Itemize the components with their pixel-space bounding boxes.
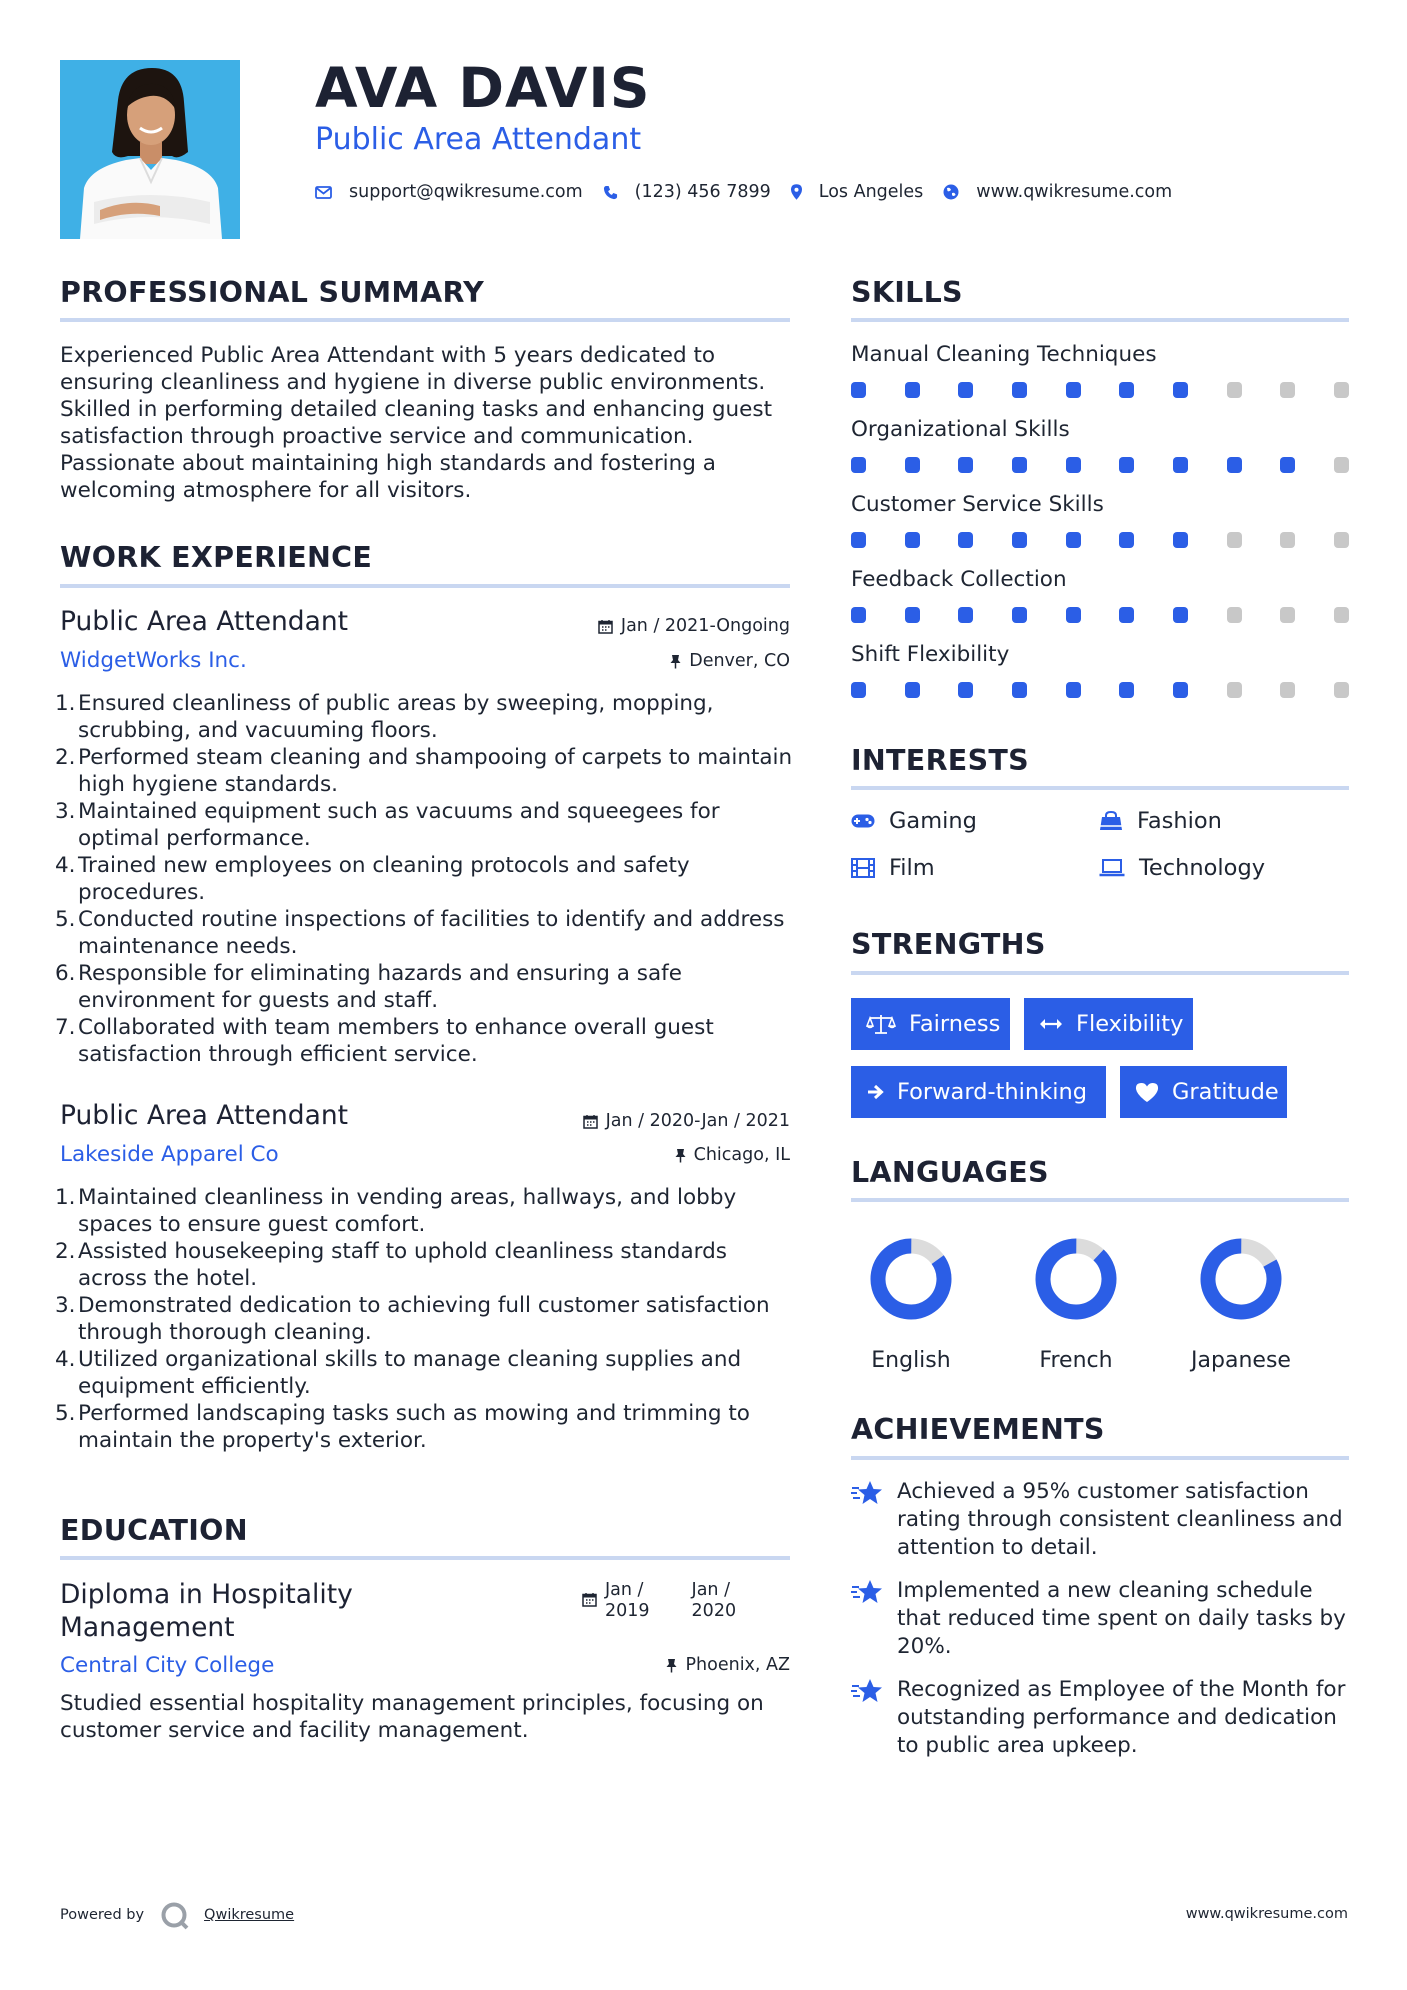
- education-heading: EDUCATION: [60, 1514, 248, 1547]
- experience-divider: [60, 584, 790, 588]
- job-company: Lakeside Apparel Co: [60, 1142, 279, 1167]
- interests-divider: [851, 786, 1349, 790]
- skill-dot-filled: [1227, 457, 1242, 473]
- contact-phone-text: (123) 456 7899: [634, 182, 771, 202]
- skill-rating: [851, 682, 1349, 698]
- education-description: Studied essential hospitality management principles, focusing on customer service and facility management.: [60, 1691, 764, 1743]
- footer-powered-by: [60, 1900, 294, 1930]
- interest-label: Technology: [1139, 855, 1266, 881]
- strengths-divider: [851, 971, 1349, 975]
- phone-icon: [603, 185, 618, 200]
- languages-heading: LANGUAGES: [851, 1156, 1049, 1189]
- skill-dot-empty: [1334, 532, 1349, 548]
- skill-dot-filled: [958, 682, 973, 698]
- skill-dot-empty: [1280, 532, 1295, 548]
- skill-dot-filled: [1012, 532, 1027, 548]
- list-item: 7. Collaborated with team members to enhance overall guest satisfaction through efficient service.: [55, 1015, 714, 1067]
- skill-rating: [851, 607, 1349, 623]
- laptop-icon: [1099, 859, 1125, 877]
- skill-dot-filled: [851, 607, 866, 623]
- summary-text: Experienced Public Area Attendant with 5 years dedicated to ensuring cleanliness and hygiene in diverse public environments. Skilled in performing detailed cleaning tasks and enhancing guest satisfaction through proactive service and communication. Passionate about maintaining high standards and fostering a welcoming atmosphere for all visitors.: [60, 343, 773, 503]
- skill-dot-filled: [1173, 682, 1188, 698]
- skill-dot-filled: [851, 682, 866, 698]
- strength-label: Fairness: [909, 1011, 1001, 1037]
- pushpin-icon: [670, 654, 681, 669]
- skill-dot-empty: [1280, 682, 1295, 698]
- skill-dot-filled: [958, 457, 973, 473]
- education-dates: [582, 1580, 736, 1622]
- skills-heading: SKILLS: [851, 276, 963, 309]
- education-divider: [60, 1556, 790, 1560]
- language-ring-fill: [1033, 1236, 1119, 1322]
- interest-label: Gaming: [889, 808, 977, 834]
- strength-badge: [1120, 1066, 1287, 1118]
- calendar-icon: [598, 619, 613, 634]
- list-item: 1. Ensured cleanliness of public areas by sweeping, mopping, scrubbing, and vacuuming floors.: [55, 691, 714, 743]
- skill-dot-filled: [1066, 607, 1081, 623]
- contact-location: [791, 182, 924, 202]
- skill-dot-filled: [1012, 457, 1027, 473]
- interests-heading: INTERESTS: [851, 744, 1029, 777]
- powered-by-label: Powered by: [60, 1907, 145, 1923]
- job-dates: [598, 616, 790, 636]
- skill-rating: [851, 532, 1349, 548]
- pushpin-icon: [666, 1658, 677, 1673]
- skill-dot-filled: [1173, 532, 1188, 548]
- job-location: [670, 651, 790, 671]
- skill-dot-filled: [1280, 457, 1295, 473]
- skill-dot-empty: [1334, 682, 1349, 698]
- calendar-icon: [583, 1114, 598, 1129]
- achievements-divider: [851, 1456, 1349, 1460]
- contact-website[interactable]: [943, 182, 1172, 202]
- achievement-text: Implemented a new cleaning schedule that reduced time spent on daily tasks by 20%.: [897, 1578, 1346, 1659]
- skill-rating: [851, 457, 1349, 473]
- contact-bar: [315, 179, 1192, 205]
- skill-dot-filled: [1173, 382, 1188, 398]
- job-dates-text: Jan / 2020-Jan / 2021: [605, 1111, 790, 1131]
- job-dates-text: Jan / 2021-Ongoing: [620, 616, 790, 636]
- language-ring-fill: [1198, 1236, 1284, 1322]
- skill-dot-empty: [1334, 457, 1349, 473]
- skill-dot-filled: [905, 607, 920, 623]
- gamepad-icon: [851, 814, 875, 828]
- interest-label: Film: [889, 855, 935, 881]
- pushpin-icon: [675, 1148, 686, 1163]
- profile-photo: [60, 60, 240, 239]
- heart-icon: [1135, 1082, 1159, 1103]
- skill-dot-empty: [1227, 382, 1242, 398]
- strength-label: Flexibility: [1076, 1011, 1184, 1037]
- candidate-role: Public Area Attendant: [315, 122, 642, 157]
- list-item: 3. Demonstrated dedication to achieving full customer satisfaction through thorough cleaning.: [55, 1293, 770, 1345]
- list-item: 5. Conducted routine inspections of facilities to identify and address maintenance needs.: [55, 907, 785, 959]
- skill-dot-filled: [1119, 607, 1134, 623]
- list-item: 2. Assisted housekeeping staff to uphold cleanliness standards across the hotel.: [55, 1239, 727, 1291]
- degree-title: Diploma in Hospitality Management: [60, 1579, 353, 1643]
- skill-dot-filled: [1119, 682, 1134, 698]
- skill-name: Shift Flexibility: [851, 642, 1010, 667]
- school-name: Central City College: [60, 1653, 275, 1678]
- language-label: French: [1039, 1348, 1113, 1373]
- skill-dot-filled: [1119, 532, 1134, 548]
- achievement-item: [851, 1478, 1351, 1562]
- skill-dot-filled: [851, 532, 866, 548]
- skill-dot-empty: [1334, 607, 1349, 623]
- language-ring: [1198, 1236, 1284, 1322]
- skill-dot-filled: [958, 607, 973, 623]
- language-item: [1016, 1236, 1136, 1373]
- skill-dot-filled: [905, 382, 920, 398]
- strength-badge: [851, 1066, 1106, 1118]
- language-item: [851, 1236, 971, 1373]
- skill-dot-filled: [1012, 607, 1027, 623]
- education-end-year: 2020: [691, 1601, 737, 1621]
- skill-dot-empty: [1227, 532, 1242, 548]
- strength-label: Gratitude: [1172, 1079, 1279, 1105]
- language-item: [1181, 1236, 1301, 1373]
- list-item: 5. Performed landscaping tasks such as mowing and trimming to maintain the property's exterior.: [55, 1401, 750, 1453]
- contact-phone[interactable]: [603, 182, 771, 202]
- language-ring: [868, 1236, 954, 1322]
- job-duties: [55, 690, 795, 1068]
- envelope-icon: [315, 186, 332, 199]
- arrow-right-icon: [866, 1083, 884, 1101]
- skill-dot-filled: [1173, 607, 1188, 623]
- skill-dot-filled: [905, 457, 920, 473]
- skills-divider: [851, 318, 1349, 322]
- strength-label: Forward-thinking: [897, 1079, 1088, 1105]
- education-location: [666, 1655, 790, 1675]
- interest-item: [851, 855, 935, 881]
- achievement-text: Achieved a 95% customer satisfaction rating through consistent cleanliness and attention to detail.: [897, 1479, 1343, 1560]
- job-location: [675, 1145, 790, 1165]
- star-icon: [851, 1480, 883, 1506]
- summary-divider: [60, 318, 790, 322]
- interest-item: [1099, 808, 1222, 834]
- skill-dot-filled: [1012, 382, 1027, 398]
- summary-heading: PROFESSIONAL SUMMARY: [60, 276, 485, 309]
- experience-heading: WORK EXPERIENCE: [60, 541, 373, 574]
- interest-item: [851, 808, 977, 834]
- list-item: 4. Utilized organizational skills to manage cleaning supplies and equipment efficiently.: [55, 1347, 742, 1399]
- skill-dot-filled: [1066, 682, 1081, 698]
- skill-dot-filled: [905, 532, 920, 548]
- skill-dot-filled: [1066, 532, 1081, 548]
- skill-dot-filled: [1066, 457, 1081, 473]
- skill-name: Organizational Skills: [851, 417, 1070, 442]
- qwikresume-link[interactable]: Qwikresume: [204, 1907, 295, 1923]
- list-item: 3. Maintained equipment such as vacuums and squeegees for optimal performance.: [55, 799, 720, 851]
- job-location-text: Chicago, IL: [693, 1145, 790, 1165]
- skill-dot-filled: [958, 382, 973, 398]
- interest-label: Fashion: [1137, 808, 1222, 834]
- language-label: Japanese: [1191, 1348, 1291, 1373]
- languages-divider: [851, 1198, 1349, 1202]
- film-icon: [851, 858, 875, 878]
- candidate-name: AVA DAVIS: [315, 56, 651, 120]
- skill-dot-filled: [905, 682, 920, 698]
- job-title: Public Area Attendant: [60, 1100, 349, 1131]
- skill-dot-empty: [1280, 607, 1295, 623]
- skill-dot-filled: [1012, 682, 1027, 698]
- achievements-heading: ACHIEVEMENTS: [851, 1413, 1105, 1446]
- list-item: 6. Responsible for eliminating hazards and ensuring a safe environment for guests and staff.: [55, 961, 682, 1013]
- contact-email-text: support@qwikresume.com: [349, 182, 583, 202]
- achievement-item: [851, 1676, 1351, 1760]
- skill-dot-filled: [1119, 457, 1134, 473]
- skill-dot-filled: [1066, 382, 1081, 398]
- list-item: 1. Maintained cleanliness in vending areas, hallways, and lobby spaces to ensure guest comfort.: [55, 1185, 737, 1237]
- skill-dot-empty: [1227, 682, 1242, 698]
- globe-icon: [943, 184, 959, 200]
- education-end-month: Jan /: [691, 1580, 730, 1600]
- skill-dot-empty: [1227, 607, 1242, 623]
- skill-dot-filled: [1173, 457, 1188, 473]
- shopping-bag-icon: [1099, 811, 1123, 831]
- job-dates: [583, 1111, 790, 1131]
- language-label: English: [871, 1348, 951, 1373]
- job-location-text: Denver, CO: [689, 651, 790, 671]
- skill-rating: [851, 382, 1349, 398]
- achievement-text: Recognized as Employee of the Month for outstanding performance and dedication to public area upkeep.: [897, 1677, 1346, 1758]
- calendar-icon: [582, 1592, 597, 1607]
- arrows-horizontal-icon: [1039, 1017, 1063, 1031]
- job-duties: [55, 1184, 795, 1454]
- star-icon: [851, 1678, 883, 1704]
- job-title: Public Area Attendant: [60, 606, 349, 637]
- skill-dot-empty: [1280, 382, 1295, 398]
- language-ring: [1033, 1236, 1119, 1322]
- strength-badge: [1024, 998, 1193, 1050]
- footer-website[interactable]: www.qwikresume.com: [1185, 1906, 1348, 1922]
- contact-location-text: Los Angeles: [818, 182, 924, 202]
- education-start-year: 2019: [605, 1601, 650, 1621]
- skill-name: Manual Cleaning Techniques: [851, 342, 1157, 367]
- skill-dot-filled: [958, 532, 973, 548]
- skill-name: Customer Service Skills: [851, 492, 1104, 517]
- education-location-text: Phoenix, AZ: [685, 1655, 790, 1675]
- skill-dot-filled: [1119, 382, 1134, 398]
- list-item: 4. Trained new employees on cleaning protocols and safety procedures.: [55, 853, 690, 905]
- skill-dot-filled: [851, 382, 866, 398]
- strengths-heading: STRENGTHS: [851, 928, 1046, 961]
- education-start-month: Jan /: [605, 1580, 644, 1600]
- skill-name: Feedback Collection: [851, 567, 1067, 592]
- star-icon: [851, 1579, 883, 1605]
- skill-dot-empty: [1334, 382, 1349, 398]
- interest-item: [1099, 855, 1265, 881]
- qwikresume-logo-icon: [158, 1900, 192, 1930]
- balance-scale-icon: [866, 1013, 896, 1035]
- map-pin-icon: [791, 184, 802, 200]
- list-item: 2. Performed steam cleaning and shampooing of carpets to maintain high hygiene standards.: [55, 745, 793, 797]
- skill-dot-filled: [851, 457, 866, 473]
- achievement-item: [851, 1577, 1351, 1661]
- strength-badge: [851, 998, 1010, 1050]
- job-company: WidgetWorks Inc.: [60, 648, 247, 673]
- language-ring-fill: [868, 1236, 954, 1322]
- contact-website-text: www.qwikresume.com: [976, 182, 1173, 202]
- contact-email[interactable]: [315, 182, 583, 202]
